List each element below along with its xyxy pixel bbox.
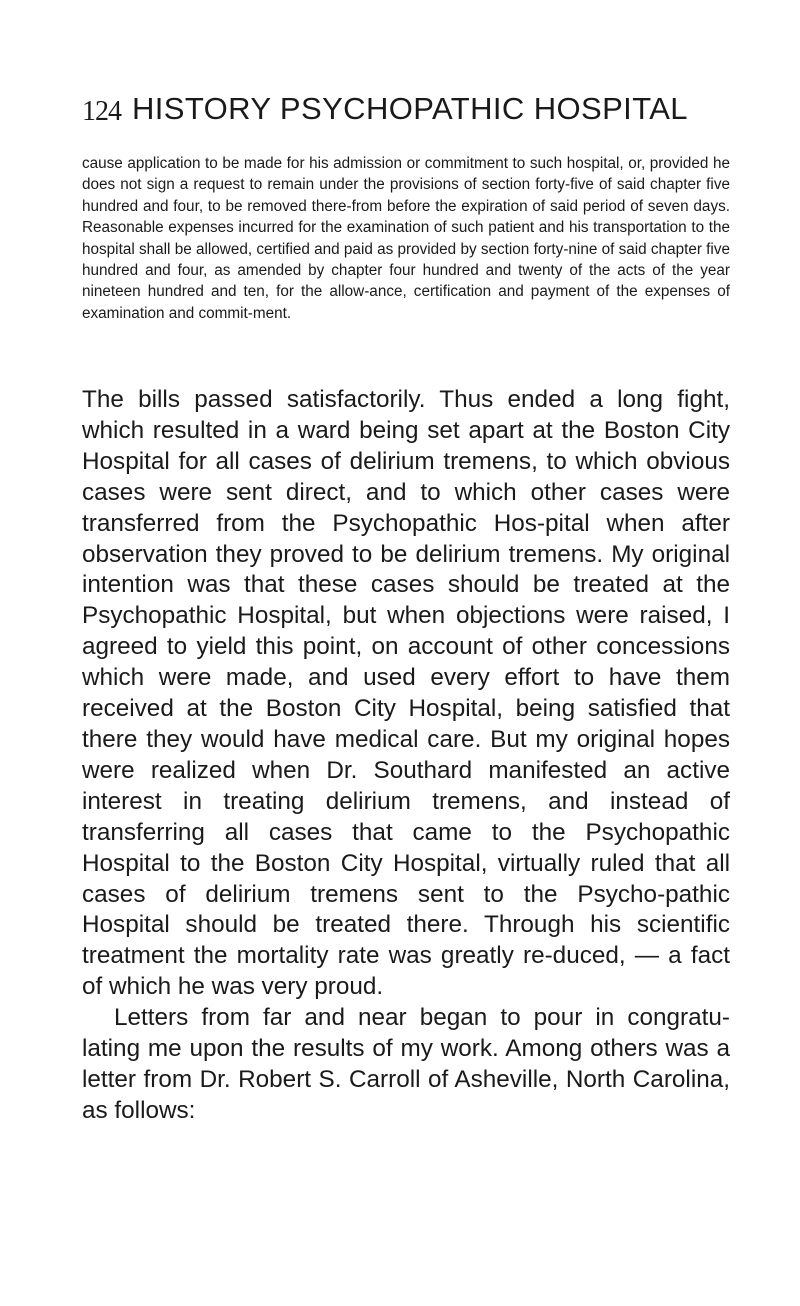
quoted-statute-text: cause application to be made for his admission or commitment to such hospital, or, provided he does not sign a request to remain under the provisions of section forty-five of said chapter five hundred and four, to be removed there-from before the expiration of said period of seven days. Reasonable expenses incurred for the examination of such patient and his transportation to the hospital shall be allowed, certified and paid as provided by section forty-nine of said chapter five hundred and four, as amended by chapter four hundred and twenty of the acts of the year nineteen hundred and ten, for the allow-ance, certification and payment of the expenses of examination and commit-ment. xyxy=(82,155,730,322)
running-title: HISTORY PSYCHOPATHIC HOSPITAL xyxy=(132,91,688,126)
paragraph: The bills passed satisfactorily. Thus ended a long fight, which resulted in a ward being set apart at the Boston City Hospital for all cases of delirium tremens, to which obvious cases were sent direct, and to which other cases were transferred from the Psychopathic Hos-pital when after observation they proved to be delirium tremens. My original intention was that these cases should be treated at the Psychopathic Hospital, but when objections were raised, I agreed to yield this point, on account of other concessions which were made, and used every effort to have them received at the Boston City Hospital, being satisfied that there they would have medical care. But my original hopes were realized when Dr. Southard manifested an active interest in treating delirium tremens, and instead of transferring all cases that came to the Psychopathic Hospital to the Boston City Hospital, virtually ruled that all cases of delirium tremens sent to the Psycho-pathic Hospital should be treated there. Through his scientific treatment the mortality rate was greatly re-duced, — a fact of which he was very proud. xyxy=(82,386,730,1001)
body-text xyxy=(82,385,730,1127)
paragraph: Letters from far and near began to pour in congratu-lating me upon the results of my work. Among others was a letter from Dr. Robert S. Carroll of Asheville, North Carolina, as follows: xyxy=(82,1004,730,1124)
page-header xyxy=(82,90,730,130)
page-number: 124 xyxy=(82,96,121,127)
